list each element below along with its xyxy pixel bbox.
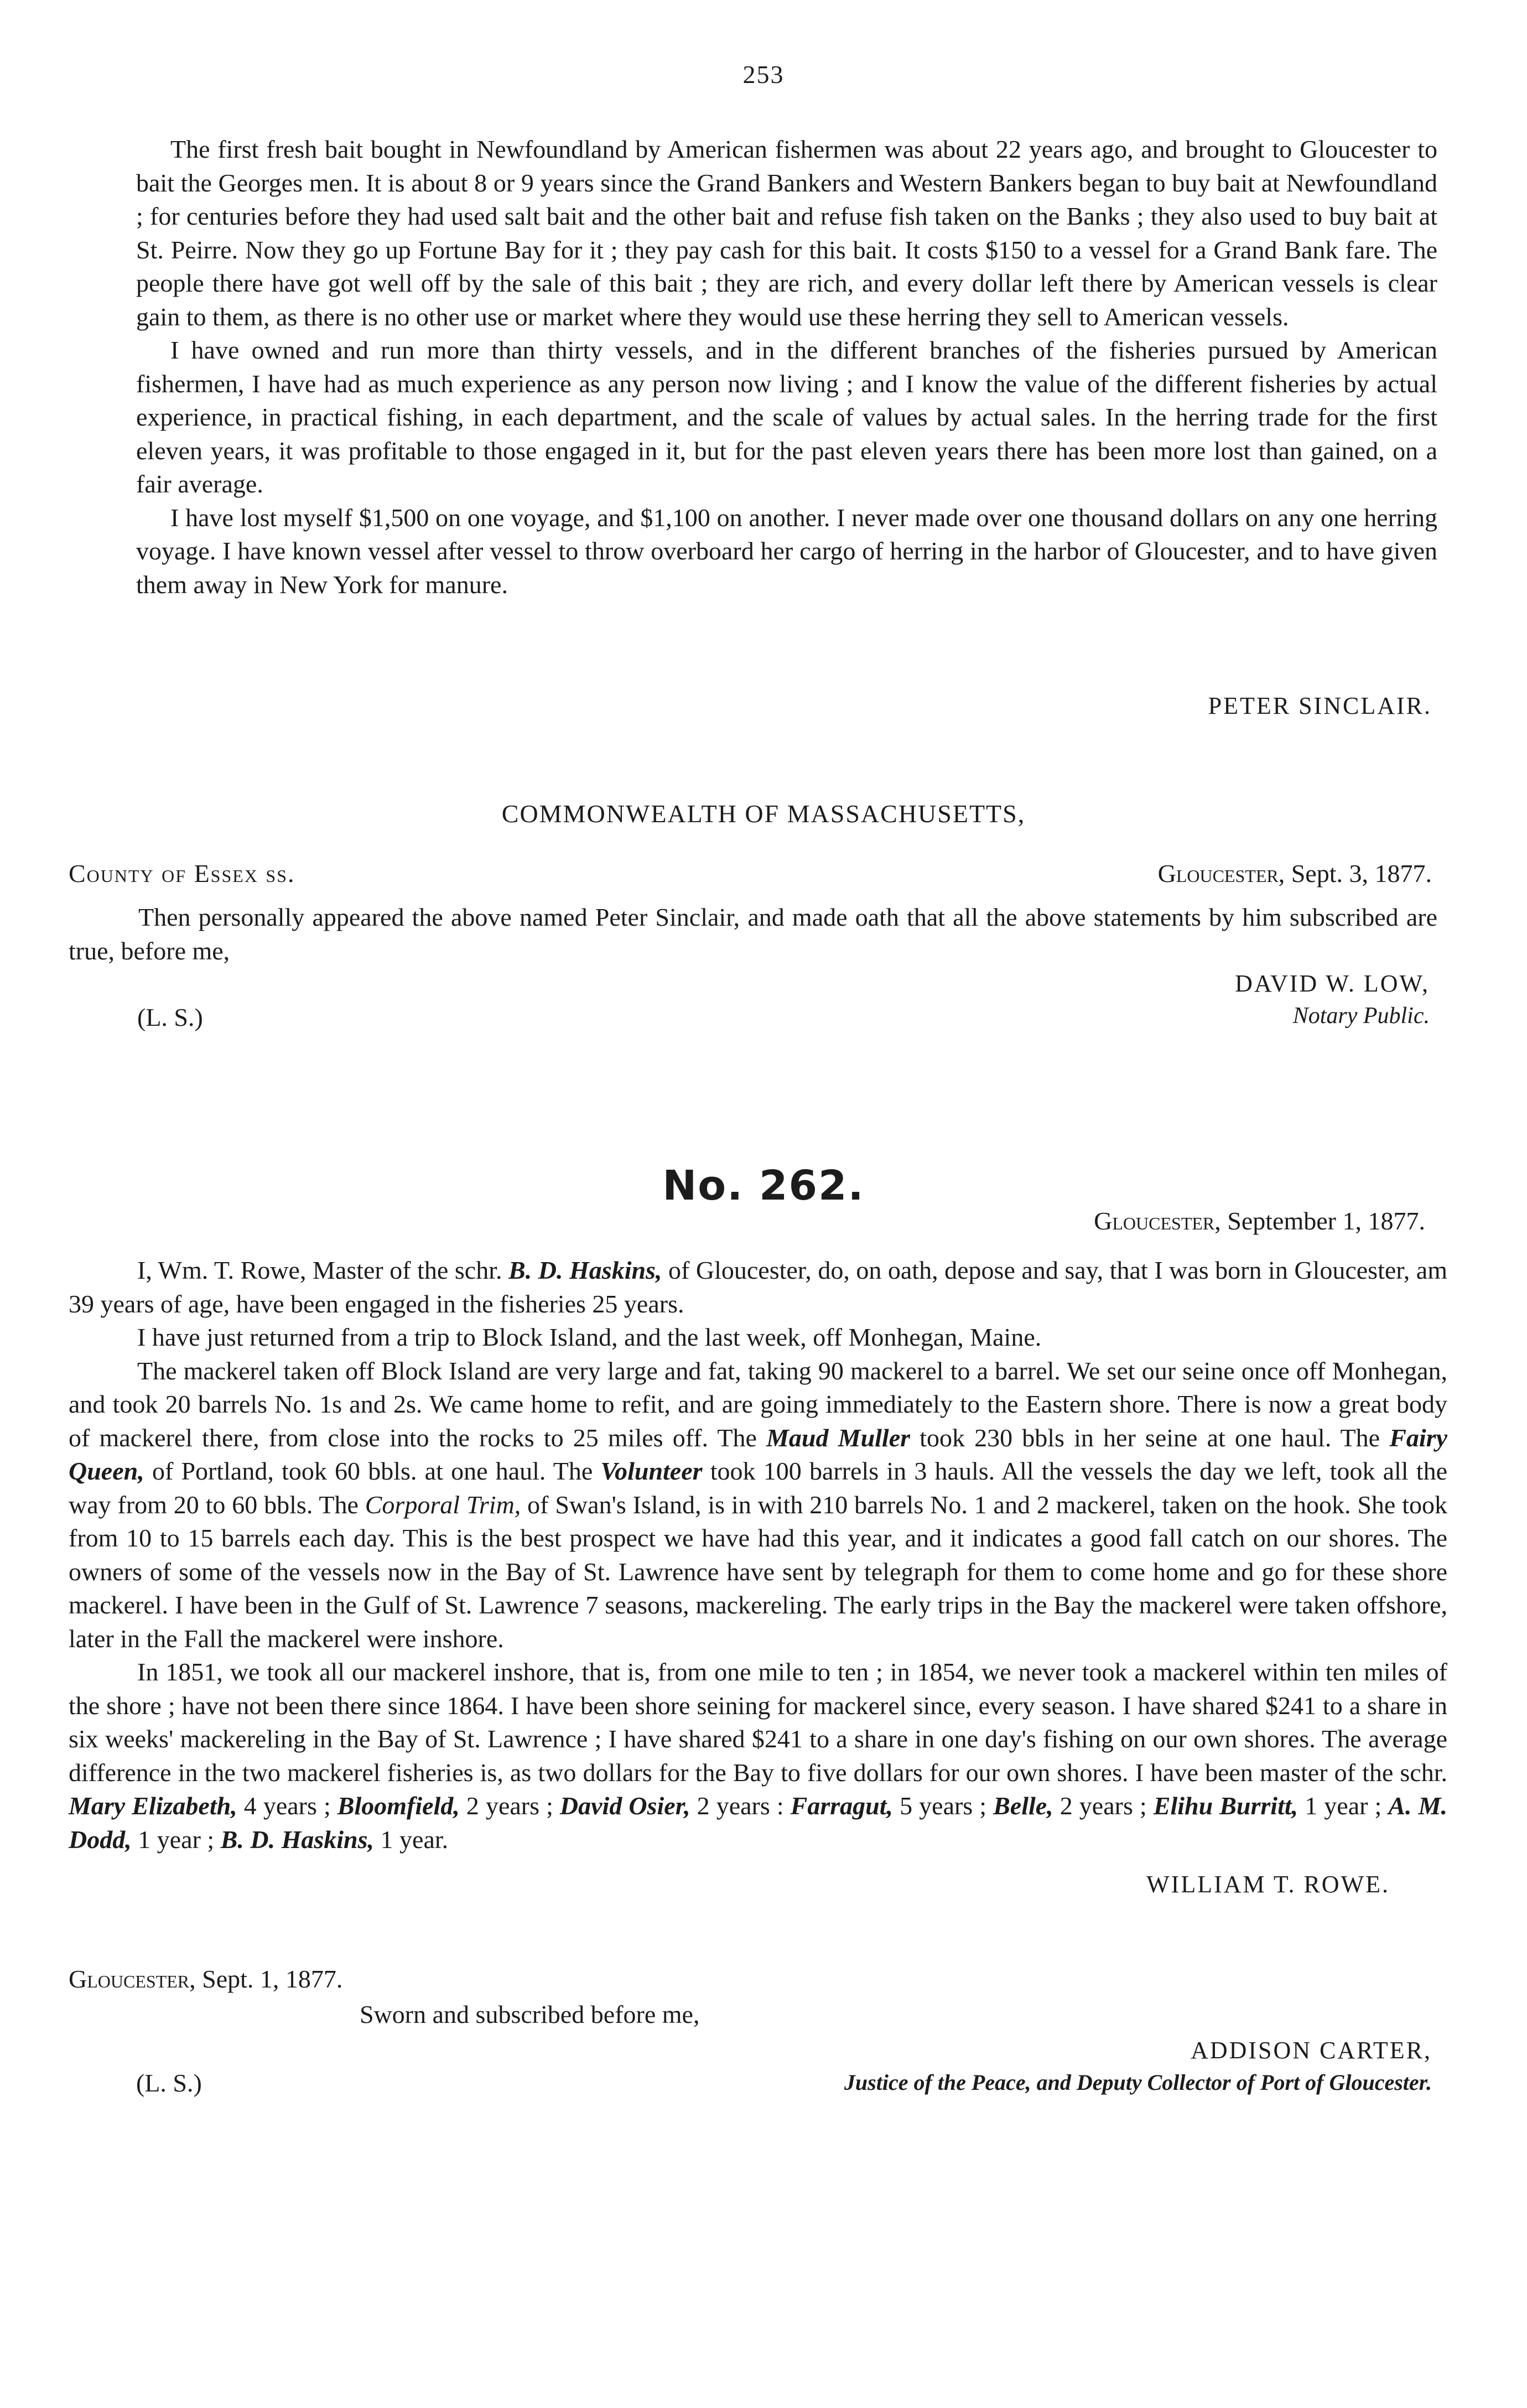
- text: of Swan's Island, is in with 210 barrels No. 1 and 2 mackerel, taken on the hook. She took from 10 to 15 barrels each day. This is the best prospect we have had this year, and it indicates a good fall catch on our shores. The owners of some of the vessels now in the Bay of St. Lawrence have sent by telegraph for them to come home and go for these shore mackerel. I have been in the Gulf of St. Lawrence 7 seasons, mackereling. The early trips in the Bay the mackerel were taken offshore, later in the Fall the mackerel were inshore.: [69, 1490, 1447, 1653]
- text: 2 years ;: [1053, 1792, 1154, 1820]
- text: of Gloucester, do, on oath, depose and say, that I was born in Gloucester, am 39 years of age, have been engaged in the fisheries 25 years.: [69, 1256, 1447, 1318]
- seal-marker: (L. S.): [136, 2069, 202, 2097]
- text: The mackerel taken off Block Island are very large and fat, taking 90 mackerel to a barrel. We set our seine once off Monhegan, and took 20 barrels No. 1s and 2s. We came home to refit, and are going immediately to the Eastern shore. There is now a great body of mackerel there, from close into the rocks to 25 miles off. The: [69, 1356, 1447, 1452]
- oath-text: [69, 901, 1437, 968]
- vessel-name: B. D. Haskins,: [220, 1825, 375, 1854]
- paragraph: I have lost myself $1,500 on one voyage, and $1,100 on another. I never made over one thousand dollars on any one herring voyage. I have known vessel after vessel to throw overboard her cargo of herring in the harbor of Gloucester, and to have given them away in New York for manure.: [136, 503, 1437, 599]
- text: 2 years ;: [459, 1792, 560, 1820]
- paragraph: [69, 1354, 1447, 1656]
- document-number: No. 262.: [662, 1162, 865, 1210]
- vessel-name: Mary Elizabeth,: [69, 1792, 237, 1820]
- rowe-place-date: [1094, 1206, 1425, 1236]
- paragraph: [69, 1656, 1447, 1856]
- text: 2 years :: [690, 1792, 791, 1820]
- vessel-name: Belle,: [993, 1792, 1053, 1820]
- paragraph: The first fresh bait bought in Newfoundland by American fishermen was about 22 years ago, and brought to Gloucester to bait the Georges men. It is about 8 or 9 years since the Grand Bankers and Western Bankers began to buy bait at Newfoundland ; for centuries before they had used salt bait and the other bait and refuse fish taken on the Banks ; they also used to buy bait at St. Peirre. Now they go up Fortune Bay for it ; they pay cash for this bait. It costs $150 to a vessel for a Grand Bank fare. The people there have got well off by the sale of this bait ; they are rich, and every dollar left there by American vessels is clear gain to them, as there is no other use or market where they would use these herring they sell to American vessels.: [136, 135, 1437, 331]
- text: 4 years ;: [237, 1792, 337, 1820]
- vessel-name: David Osier,: [559, 1792, 690, 1820]
- vessel-name: Maud Muller: [766, 1423, 911, 1452]
- signature-william-rowe: WILLIAM T. ROWE.: [1146, 1871, 1390, 1898]
- officer-name: ADDISON CARTER,: [1191, 2037, 1432, 2064]
- vessel-name: Farragut,: [790, 1792, 894, 1820]
- text: took 230 bbls in her seine at one haul. The: [910, 1423, 1390, 1452]
- text: 1 year ;: [1298, 1792, 1389, 1820]
- paragraph: Then personally appeared the above named Peter Sinclair, and made oath that all the above statements by him subscribed are true, before me,: [69, 903, 1437, 965]
- vessel-name: Fairy Queen,: [69, 1423, 1447, 1485]
- text: I, Wm. T. Rowe, Master of the schr.: [137, 1256, 509, 1284]
- seal-marker: (L. S.): [137, 1003, 203, 1031]
- place: Gloucester,: [69, 1965, 196, 1993]
- county-line: County of Essex ss.: [69, 859, 295, 888]
- page-number: 253: [742, 60, 785, 89]
- notary-name: DAVID W. LOW,: [1235, 970, 1430, 997]
- vessel-name: Corporal Trim,: [365, 1490, 521, 1519]
- paragraph: [69, 1254, 1447, 1321]
- signature-peter-sinclair: PETER SINCLAIR.: [1208, 692, 1432, 719]
- officer-title: Justice of the Peace, and Deputy Collector of Port of Gloucester.: [844, 2070, 1432, 2095]
- paragraph: I have just returned from a trip to Block Island, and the last week, off Monhegan, Maine.: [137, 1323, 1042, 1351]
- rowe-testimony: [69, 1254, 1447, 1856]
- text: took 100 barrels in 3 hauls. All the vessels the day we left, took all the way from 20 to 60 bbls. The: [69, 1457, 1447, 1519]
- commonwealth-heading: COMMONWEALTH OF MASSACHUSETTS,: [501, 800, 1026, 828]
- place: Gloucester,: [1157, 859, 1285, 888]
- oath-place-date: [1158, 859, 1432, 888]
- place: Gloucester,: [1094, 1207, 1221, 1235]
- notary-title: Notary Public.: [1292, 1003, 1430, 1029]
- vessel-name: Elihu Burritt,: [1153, 1792, 1299, 1820]
- date: September 1, 1877.: [1227, 1207, 1425, 1235]
- date: Sept. 1, 1877.: [202, 1965, 343, 1993]
- paragraph: I have owned and run more than thirty vessels, and in the different branches of the fisheries pursued by American fishermen, I have had as much experience as any person now living ; and I know the value of the different fisheries by actual experience, in practical fishing, in each department, and the scale of values by actual sales. In the herring trade for the first eleven years, it was profitable to those engaged in it, but for the past eleven years there has been more lost than gained, on a fair average.: [136, 336, 1437, 498]
- vessel-name: Bloomfield,: [337, 1792, 460, 1820]
- text: In 1851, we took all our mackerel inshore, that is, from one mile to ten ; in 1854, we never took a mackerel within ten miles of the shore ; have not been there since 1864. I have been shore seining for mackerel since, every season. I have shared $241 to a share in six weeks' mackereling in the Bay of St. Lawrence ; I have shared $241 to a share in one day's fishing on our own shores. The average difference in the two mackerel fisheries is, as two dollars for the Bay to five dollars for our own shores. I have been master of the schr.: [69, 1658, 1447, 1787]
- sinclair-testimony: [136, 133, 1437, 601]
- text: of Portland, took 60 bbls. at one haul. The: [144, 1457, 601, 1485]
- date: Sept. 3, 1877.: [1291, 859, 1432, 888]
- vessel-name: Volunteer: [600, 1457, 703, 1485]
- text: 5 years ;: [893, 1792, 994, 1820]
- text: 1 year ;: [131, 1825, 221, 1854]
- vessel-name: B. D. Haskins,: [508, 1256, 662, 1284]
- vessel-name: A. M. Dodd,: [69, 1792, 1447, 1854]
- sworn-line: Sworn and subscribed before me,: [360, 2000, 700, 2028]
- oath2-place-date: [69, 1964, 342, 1994]
- text: 1 year.: [374, 1825, 449, 1854]
